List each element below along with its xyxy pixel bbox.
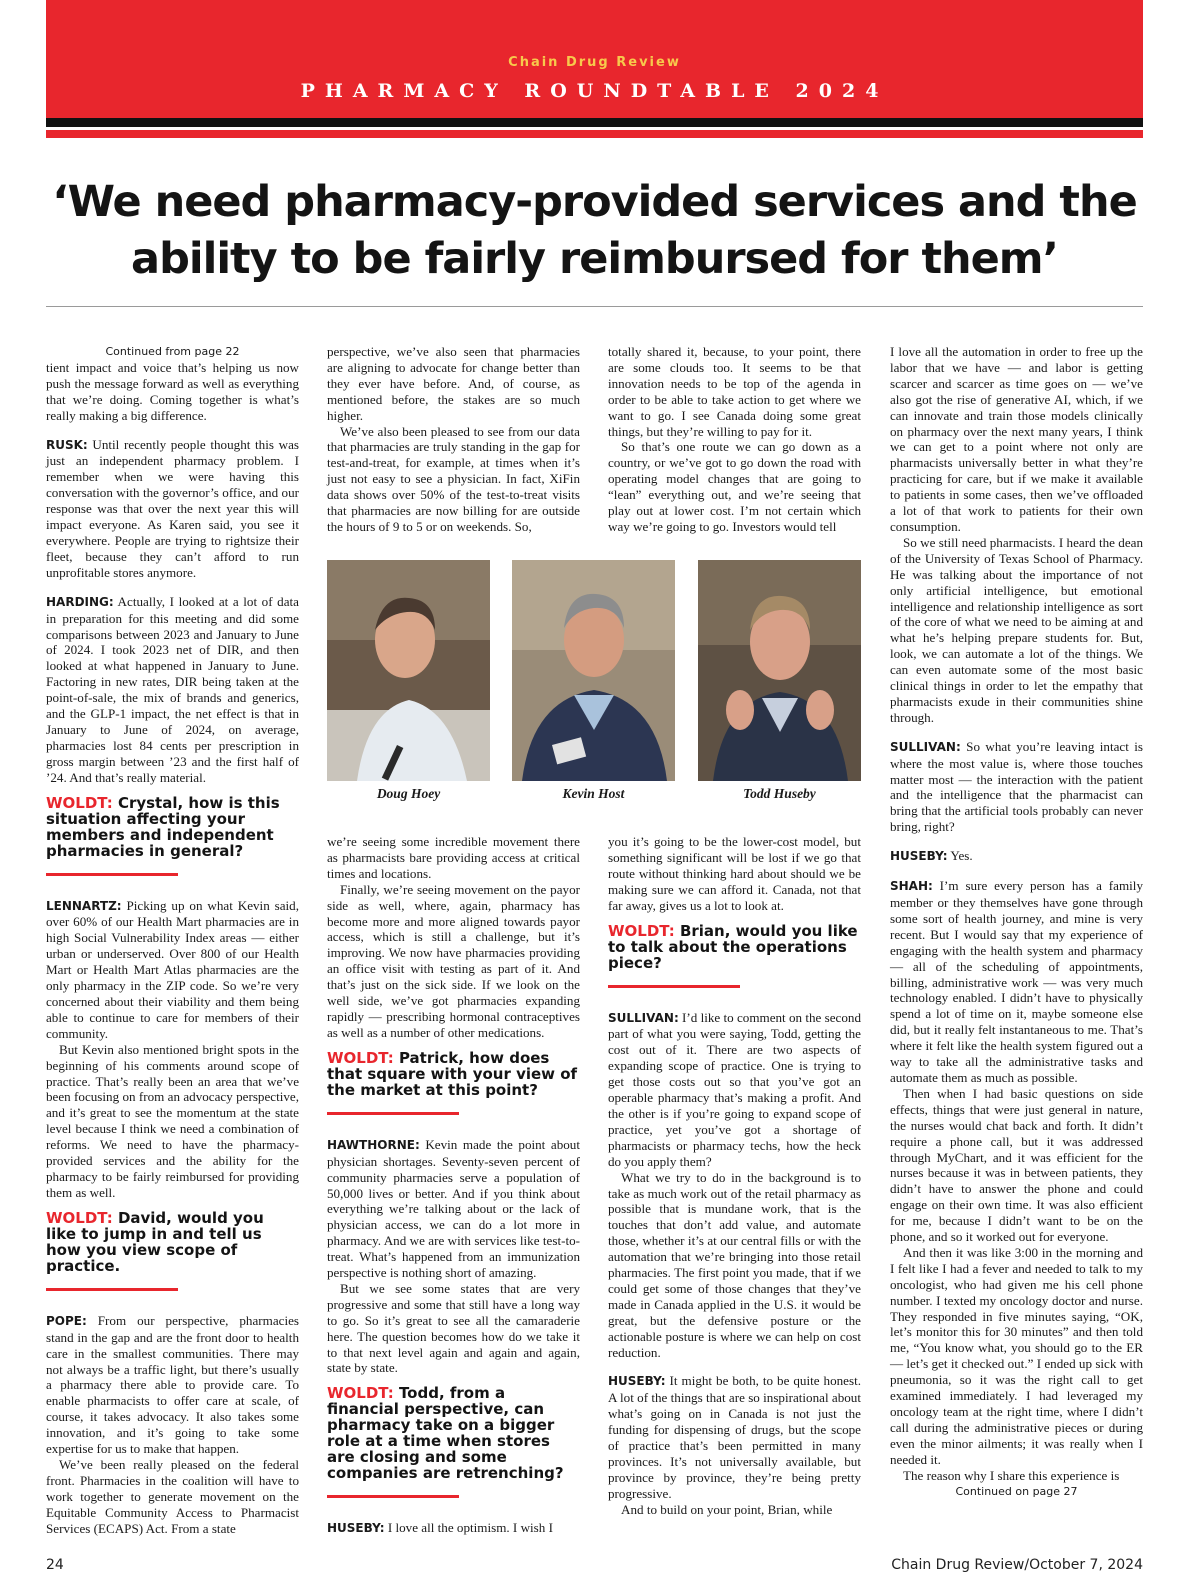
paragraph: SULLIVAN: So what you’re leaving intact is where the most value is, where those touches matter most — the interaction with the patient and the intelligence that the pharmacist can bring that the artificial tools probably can never bring, right?: [890, 738, 1143, 835]
column-2-top: [327, 344, 580, 535]
speaker-name: HUSEBY:: [327, 1521, 385, 1536]
paragraph: We’ve been really pleased on the federal front. Pharmacies in the coalition will have to work together to generate movement on the Equitable Community Access to Pharmacist Services (ECAPS) Act. From a state: [46, 1456, 299, 1536]
paragraph: HAWTHORNE: Kevin made the point about physician shortages. Seventy-seven percent of community pharmacies serve a population of 50,000 lives or better. And if you think about everything we’re talking about or the lack of physician access, we can do a lot more in pharmacy. And we are with services like test-to-treat. What’s happened from an immunization perspective is nothing short of amazing.: [327, 1136, 580, 1281]
speaker-name: HAWTHORNE:: [327, 1137, 420, 1152]
moderator-question: WOLDT: Patrick, how does that square with your view of the market at this point?: [327, 1048, 578, 1099]
banner-stripe-red: [46, 130, 1143, 138]
paragraph: totally shared it, because, to your point, there are some clouds too. It seems to be that innovation needs to be top of the agenda in order to be able to take action to get where we want to go. I see Canada doing some great things, but they’re willing to pay for it.: [608, 344, 861, 439]
headline-divider: [46, 306, 1143, 307]
question-rule: [46, 873, 178, 876]
photo-todd-huseby: [698, 560, 861, 781]
paragraph: tient impact and voice that’s helping us now push the message forward as well as everything that we’re doing. Coming together is what’s really making a big difference.: [46, 359, 299, 423]
speaker-name: HARDING:: [46, 594, 114, 609]
moderator-question: WOLDT: Todd, from a financial perspective, can pharmacy take on a bigger role at a time when stores are closing and some companies are retrenching?: [327, 1384, 564, 1483]
column-3-top: [608, 344, 861, 535]
paragraph: SHAH: I’m sure every person has a family member or they themselves have gone through some sort of health journey, and mine is very recent. But I would say that my experience of engaging with the health system and pharmacy — all of the scheduling of appointments, billing, administrative work — was very much technology enabled. I didn’t have to physically spend a lot of time on it, maybe someone else did, but it really felt instantaneous to me. That’s where it felt like the health system figured out a way to take all the administrative tasks and automate them as much as possible.: [890, 878, 1143, 1085]
column-4: [890, 344, 1143, 1499]
paragraph: POPE: From our perspective, pharmacies stand in the gap and are the front door to health care in the smallest communities. There may not always be a traffic light, but there’s usually a pharmacy there able to provide care. To enable pharmacists to offer care at scale, of course, it takes advocacy. It also takes some innovation, and it’s going to take some expertise for us to make that happen.: [46, 1312, 299, 1457]
paragraph: The reason why I share this experience is: [903, 1467, 1120, 1483]
speaker-name: POPE:: [46, 1313, 87, 1328]
paragraph: you it’s going to be the lower-cost model, but something significant will be lost if we go that route without thinking hard about should we be making sure we can afford it. Canada, not that far away, gives us a lot to look at.: [608, 834, 861, 913]
paragraph: HUSEBY: I love all the optimism. I wish I: [327, 1520, 553, 1536]
speaker-name: SULLIVAN:: [608, 1010, 679, 1025]
paragraph: I love all the automation in order to free up the labor that we have — and labor is getting scarcer and scarcer as time goes on — we’ve also got the rise of generative AI, which, if we can innovate and train those models clinically on pharmacy over the next many years, I think we can get to a point where not only are pharmacists universally better in what they’re practicing for care, but if we make it available to patients in some cases, then we’ve offloaded a lot of that work to patients for their own consumption.: [890, 344, 1143, 534]
continued-from: Continued from page 22: [105, 345, 240, 358]
paragraph: What we try to do in the background is to take as much work out of the retail pharmacy as possible that is mundane work, that is the touches that don’t add value, and automate those, whether it’s at our central fills or with the automation that we’re bringing into those retail pharmacies. The first point you made, that if we could get some of those changes that they’ve made in Canada applied in the U.S. it would be great, but the defensive posture or the actionable posture is where we can help on cost reduction.: [608, 1169, 861, 1360]
photo-caption: Todd Huseby: [743, 786, 816, 801]
paragraph: And to build on your point, Brian, while: [621, 1501, 833, 1517]
paragraph: Then when I had basic questions on side effects, things that were just general in nature, the nurses would chat back and forth. It didn’t require a phone call, but it was addressed through MyChart, and it was efficient for the nurses because it was in between patients, they didn’t have to answer the phone and could engage on their own time. It was also efficient for me, because I didn’t want to be on the phone, and so it worked out for everyone.: [890, 1085, 1143, 1245]
question-rule: [608, 985, 740, 988]
column-2-bottom: [327, 834, 580, 1537]
photo-doug-hoey: [327, 560, 490, 781]
paragraph: LENNARTZ: Picking up on what Kevin said, over 60% of our Health Mart pharmacies are in high Social Vulnerability Index areas — either urban or underserved. Over 800 of our Health Mart or Health Mart Atlas pharmacies are the only pharmacy in the ZIP code. So we’re very concerned about their viability and them being able to continue to care for members of their community.: [46, 897, 299, 1041]
publication-name: Chain Drug Review: [508, 55, 681, 70]
paragraph: Finally, we’re seeing movement on the payor side as well, where, again, pharmacy has become more and more aligned towards payor access, which is still a challenge, but it’s improving. We now have pharmacies providing an office visit with testing as part of it. And that’s just on the sick side. If we look on the well side, we’ve got pharmacies expanding rapidly — prescribing hormonal contraceptives as well as a number of other medications.: [327, 881, 580, 1040]
moderator-question: WOLDT: David, would you like to jump in and tell us how you view scope of practice.: [46, 1208, 264, 1275]
banner-stripe-black: [46, 118, 1143, 127]
portrait-image: [327, 560, 490, 781]
paragraph: RUSK: Until recently people thought this was just an independent pharmacy problem. I remember when we were having this conversation with the governor’s office, and our response was that over the next year this will impact everyone. As Karen said, you see it everywhere. People are trying to rightsize their fleet, because they can’t afford to run unprofitable stores anymore.: [46, 436, 299, 580]
speaker-name: HUSEBY:: [608, 1374, 666, 1389]
photo-caption: Doug Hoey: [376, 786, 441, 801]
paragraph: So we still need pharmacists. I heard the dean of the University of Texas School of Pharmacy. He was talking about the importance of not only artificial intelligence, but emotional intelligence and relationship intelligence as sort of the core of what we need to be aiming at and what he’s helping prepare students for. But, look, we can automate a lot of the things. We can even automate some of the most basic clinical things in order to let the empathy that pharmacists exude in their communities shine through.: [890, 534, 1143, 725]
question-rule: [46, 1288, 178, 1291]
paragraph: So that’s one route we can go down as a country, or we’ve got to go down the road with operating model changes that are going to “lean” everything out, and we’re seeing that play out at lower cost. I’m not certain which way we’re going to go. Investors would tell: [608, 439, 861, 534]
paragraph: HARDING: Actually, I looked at a lot of data in preparation for this meeting and did some comparisons between 2023 and January to June of 2024. I took 2023 net of DIR, and then looked at what happened in January to June. Factoring in new rates, DIR being taken at the point-of-sale, the mix of brands and generics, and the GLP-1 impact, the net effect is that in January to June of 2024, on average, pharmacies lost 84 cents per prescription in gross margin between ’23 and the first half of ’24. And that’s really material.: [46, 593, 299, 785]
paragraph: SULLIVAN: I’d like to comment on the second part of what you were saying, Todd, getting the cost out of it. There are two aspects of expanding scope of practice. One is trying to get those costs out so that you’ve got an operable pharmacy that’s making a profit. And the other is if you’re going to expand scope of practice, yet you’ve got a shortage of pharmacists or pharmacy techs, how the heck do you apply them?: [608, 1009, 861, 1169]
moderator-question: WOLDT: Crystal, how is this situation affecting your members and independent pharmacies in general?: [46, 793, 280, 860]
column-1: [46, 344, 299, 1536]
paragraph: And then it was like 3:00 in the morning and I felt like I had a fever and needed to talk to my oncologist, who had given me his cell phone number. I texted my oncology doctor and nurse. They responded in five minutes saying, “OK, let’s monitor this for 30 minutes” and then told me, “You know what, you should go to the ER — let’s get it checked out.” I ended up sick with pneumonia, so it was the right call to get examined immediately. I had leveraged my oncology team at the right time, where I didn’t call during the administrative pieces or during even the minor ailments; it was really when I needed it.: [890, 1244, 1143, 1467]
speaker-name: LENNARTZ:: [46, 898, 122, 913]
question-rule: [327, 1112, 459, 1115]
paragraph: HUSEBY: It might be both, to be quite honest. A lot of the things that are so inspirational about what’s going on in Canada is not just the funding for dispensing of drugs, but the scope of practice that’s been permitted in many provinces. It’s not universally available, but province by province, they’re being pretty progressive.: [608, 1373, 861, 1501]
paragraph: But we see some states that are very progressive and some that still have a long way to go. So it’s great to see all the camaraderie here. The question becomes how do we take it to that next level again and again and again, state by state.: [327, 1280, 580, 1376]
paragraph: we’re seeing some incredible movement there as pharmacists bare providing access at critical times and locations.: [327, 834, 580, 881]
photo-caption: Kevin Host: [562, 786, 625, 801]
continued-on: Continued on page 27: [955, 1484, 1078, 1498]
page-number: 24: [46, 1557, 64, 1573]
speaker-name: SHAH:: [890, 879, 933, 894]
portrait-image: [512, 560, 675, 781]
paragraph: We’ve also been pleased to see from our data that pharmacies are truly standing in the gap for test-and-treat, for example, at times when it’s just not easy to see a physician. In fact, XiFin data shows over 50% of the test-to-treat visits that pharmacies are now billing for are outside the hours of 9 to 5 or on weekends. So,: [327, 423, 580, 534]
masthead-banner: [46, 0, 1143, 118]
issue-line: Chain Drug Review/October 7, 2024: [891, 1557, 1143, 1573]
moderator-question: WOLDT: Brian, would you like to talk about the operations piece?: [608, 921, 858, 972]
series-title: PHARMACY ROUNDTABLE 2024: [300, 80, 889, 102]
column-3-bottom: [608, 834, 861, 1518]
paragraph: But Kevin also mentioned bright spots in the beginning of his comments around scope of practice. That’s really been an area that we’ve been focusing on from an advocacy perspective, and it’s great to see the momentum at the state level because I think we need a combination of reforms. We need to have the pharmacy-provided services and the ability for the pharmacy to be fairly reimbursed for providing them as well.: [46, 1041, 299, 1200]
question-rule: [327, 1495, 459, 1498]
speaker-name: HUSEBY:: [890, 849, 948, 864]
photo-kevin-host: [512, 560, 675, 781]
portrait-image: [698, 560, 861, 781]
speaker-name: RUSK:: [46, 437, 88, 452]
paragraph: perspective, we’ve also seen that pharmacies are aligning to advocate for change better than they ever have before. And, of course, as mentioned before, the stakes are so much higher.: [327, 344, 580, 423]
article-headline: ‘We need pharmacy-provided services and the ability to be fairly reimbursed for them’: [52, 177, 1137, 284]
paragraph: HUSEBY: Yes.: [890, 848, 973, 864]
speaker-name: SULLIVAN:: [890, 739, 961, 754]
